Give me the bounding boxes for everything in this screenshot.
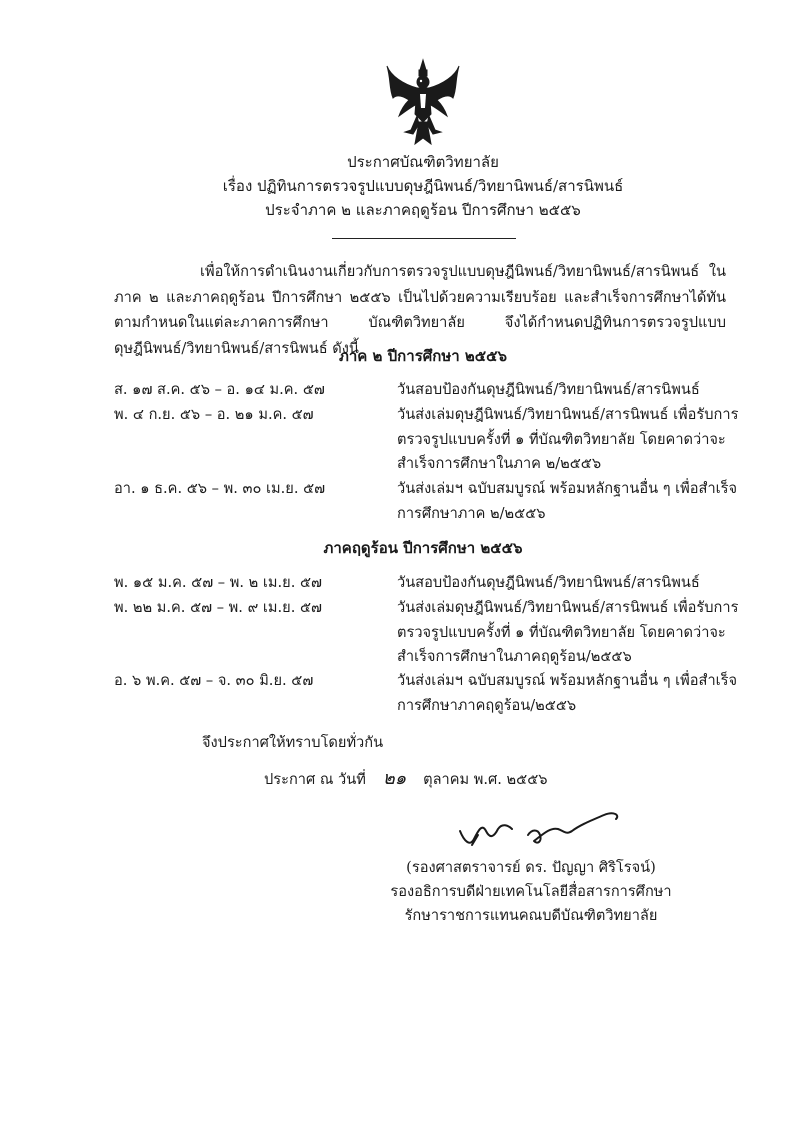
schedule-date: พ. ๒๒ ม.ค. ๕๗ – พ. ๙ เม.ย. ๕๗	[114, 599, 322, 616]
section-title-term2: ภาค ๒ ปีการศึกษา ๒๕๕๖	[338, 347, 507, 365]
issuer-title: ประกาศบัณฑิตวิทยาลัย	[347, 153, 499, 171]
signer-name: (รองศาสตราจารย์ ดร. ปัญญา ศิริโรจน์)	[406, 859, 656, 876]
schedule-date: พ. ๔ ก.ย. ๕๖ – อ. ๒๑ ม.ค. ๕๗	[114, 406, 314, 423]
announce-prefix: ประกาศ ณ วันที่	[264, 771, 366, 788]
schedule-date: ส. ๑๗ ส.ค. ๕๖ – อ. ๑๔ ม.ค. ๕๗	[114, 381, 325, 398]
schedule-date: อ. ๖ พ.ค. ๕๗ – จ. ๓๐ มิ.ย. ๕๗	[114, 672, 314, 689]
schedule-desc: วันสอบป้องกันดุษฎีนิพนธ์/วิทยานิพนธ์/สารนิพนธ์	[397, 381, 700, 398]
schedule-desc: วันส่งเล่มฯ ฉบับสมบูรณ์ พร้อมหลักฐานอื่น ๆ เพื่อสำเร็จการศึกษาภาค ๒/๒๕๕๖	[397, 480, 738, 522]
signer-position: รองอธิการบดีฝ่ายเทคโนโลยีสื่อสารการศึกษา	[390, 883, 672, 900]
garuda-emblem-icon	[383, 58, 463, 148]
announce-day: ๒๑	[382, 768, 407, 789]
title-divider	[332, 238, 516, 239]
section-title-summer: ภาคฤดูร้อน ปีการศึกษา ๒๕๕๖	[323, 539, 523, 557]
schedule-desc: วันส่งเล่มดุษฎีนิพนธ์/วิทยานิพนธ์/สารนิพนธ์ เพื่อรับการตรวจรูปแบบครั้งที่ ๑ ที่บัณฑิตวิทยาลัย โดยคาดว่าจะสำเร็จการศึกษาในภาค ๒/๒๕๕๖	[397, 406, 739, 472]
intro-text: เพื่อให้การดำเนินงานเกี่ยวกับการตรวจรูปแบบดุษฎีนิพนธ์/วิทยานิพนธ์/สารนิพนธ์ ในภาค ๒ และภาคฤดูร้อน ปีการศึกษา ๒๕๕๖ เป็นไปด้วยความเรียบร้อย และสำเร็จการศึกษาได้ทันตามกำหนดในแต่ละภาคการศึกษา บัณฑิตวิทยาลัย จึงได้กำหนดปฏิทินการตรวจรูปแบบดุษฎีนิพนธ์/วิทยานิพนธ์/สารนิพนธ์ ดังนี้	[114, 263, 726, 357]
closing-statement: จึงประกาศให้ทราบโดยทั่วกัน	[202, 734, 384, 751]
schedule-desc: วันส่งเล่มดุษฎีนิพนธ์/วิทยานิพนธ์/สารนิพนธ์ เพื่อรับการตรวจรูปแบบครั้งที่ ๑ ที่บัณฑิตวิทยาลัย โดยคาดว่าจะสำเร็จการศึกษาในภาคฤดูร้อน/๒๕๕๖	[397, 599, 739, 665]
schedule-desc: วันส่งเล่มฯ ฉบับสมบูรณ์ พร้อมหลักฐานอื่น ๆ เพื่อสำเร็จการศึกษาภาคฤดูร้อน/๒๕๕๖	[397, 672, 738, 714]
announcement-date	[264, 767, 548, 792]
signer-acting-position: รักษาราชการแทนคณบดีบัณฑิตวิทยาลัย	[404, 907, 658, 924]
schedule-desc: วันสอบป้องกันดุษฎีนิพนธ์/วิทยานิพนธ์/สารนิพนธ์	[397, 574, 700, 591]
announce-month-year: ตุลาคม พ.ศ. ๒๕๕๖	[423, 771, 548, 788]
schedule-date: อา. ๑ ธ.ค. ๕๖ – พ. ๓๐ เม.ย. ๕๗	[114, 480, 326, 497]
term-line: ประจำภาค ๒ และภาคฤดูร้อน ปีการศึกษา ๒๕๕๖	[265, 201, 581, 219]
handwritten-signature	[454, 805, 624, 855]
subject-line: เรื่อง ปฏิทินการตรวจรูปแบบดุษฎีนิพนธ์/วิทยานิพนธ์/สารนิพนธ์	[222, 177, 624, 195]
schedule-date: พ. ๑๕ ม.ค. ๕๗ – พ. ๒ เม.ย. ๕๗	[114, 574, 322, 591]
